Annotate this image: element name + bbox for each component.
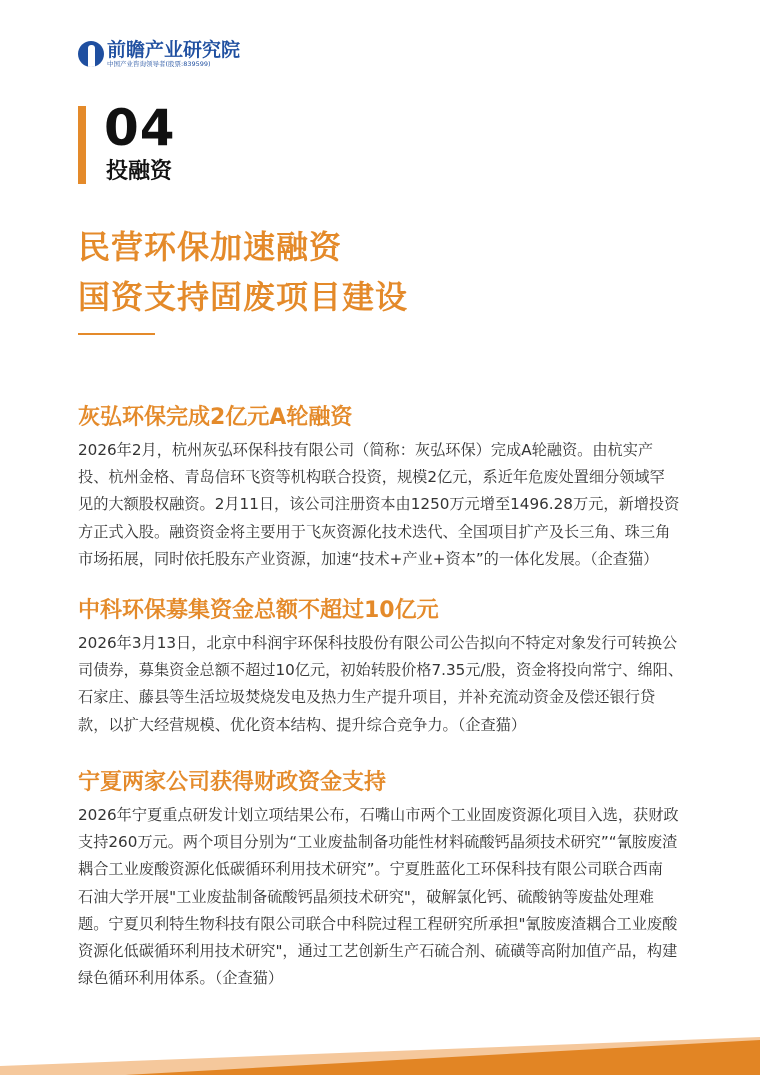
body-line: 石油大学开展"工业废盐制备硫酸钙晶须技术研究"，破解氯化钙、硫酸钠等废盐处理难: [78, 887, 654, 906]
page-headline: [78, 222, 408, 322]
logo-icon: [78, 41, 104, 67]
body-line: 2026年2月，杭州灰弘环保科技有限公司（简称：灰弘环保）完成A轮融资。由杭实产: [78, 441, 654, 459]
headline-line: 国资支持固废项目建设: [78, 278, 409, 316]
body-line: 款，以扩大经营规模、优化资本结构、提升综合竞争力。（企查猫）: [78, 715, 527, 734]
body-line: 石家庄、藤县等生活垃圾焚烧发电及热力生产提升项目，并补充流动资金及偿还银行贷: [78, 688, 656, 707]
article-section: [78, 768, 688, 992]
body-line: 投、杭州金格、青岛信环飞资等机构联合投资，规模2亿元，系近年危废处置细分领域罕: [78, 468, 665, 487]
body-line: 题。宁夏贝利特生物科技有限公司联合中科院过程工程研究所承担"氰胺废渣耦合工业废酸: [78, 914, 678, 933]
headline-line: 民营环保加速融资: [78, 228, 343, 266]
body-line: 2026年3月13日，北京中科润宇环保科技股份有限公司公告拟向不特定对象发行可转换公: [78, 634, 678, 652]
article-section: [78, 403, 688, 573]
body-line: 支持260万元。两个项目分别为“工业废盐制备功能性材料硫酸钙晶须技术研究”“氰胺废渣: [78, 833, 678, 852]
logo: [78, 40, 240, 68]
body-line: 方正式入股。融资资金将主要用于飞灰资源化技术迭代、全国项目扩产及长三角、珠三角: [78, 522, 671, 541]
body-line: 耦合工业废酸资源化低碳循环利用技术研究”。宁夏胜蓝化工环保科技有限公司联合西南: [78, 860, 663, 879]
article-section: [78, 596, 688, 739]
section-body: [78, 437, 688, 573]
body-line: 绿色循环利用体系。（企查猫）: [78, 969, 284, 988]
divider: [78, 333, 155, 335]
chapter-accent-bar: [78, 106, 86, 184]
body-line: 市场拓展，同时依托股东产业资源，加速“技术+产业+资本”的一体化发展。（企查猫）: [78, 549, 659, 568]
footer-stripe-dark: [125, 1040, 760, 1075]
section-title: 灰弘环保完成2亿元A轮融资: [78, 405, 353, 430]
section-title: 宁夏两家公司获得财政资金支持: [78, 770, 387, 795]
logo-tagline: 中国产业咨询领导者(股票:839599): [107, 60, 211, 68]
body-line: 见的大额股权融资。2月11日，该公司注册资本由1250万元增至1496.28万元，新增投资: [78, 495, 680, 514]
body-line: 司债券，募集资金总额不超过10亿元，初始转股价格7.35元/股，资金将投向常宁、绵阳、: [78, 661, 684, 680]
logo-name: 前瞻产业研究院: [107, 39, 241, 61]
section-body: [78, 802, 688, 992]
section-body: [78, 630, 688, 739]
body-line: 2026年宁夏重点研发计划立项结果公布，石嘴山市两个工业固废资源化项目入选，获财政: [78, 806, 679, 824]
chapter-label: 投融资: [106, 159, 173, 184]
chapter-number: 04: [104, 99, 176, 157]
section-title: 中科环保募集资金总额不超过10亿元: [78, 598, 439, 623]
body-line: 资源化低碳循环利用技术研究"，通过工艺创新生产石硫合剂、硫磺等高附加值产品，构建: [78, 942, 678, 961]
footer-decoration: [0, 1015, 760, 1075]
